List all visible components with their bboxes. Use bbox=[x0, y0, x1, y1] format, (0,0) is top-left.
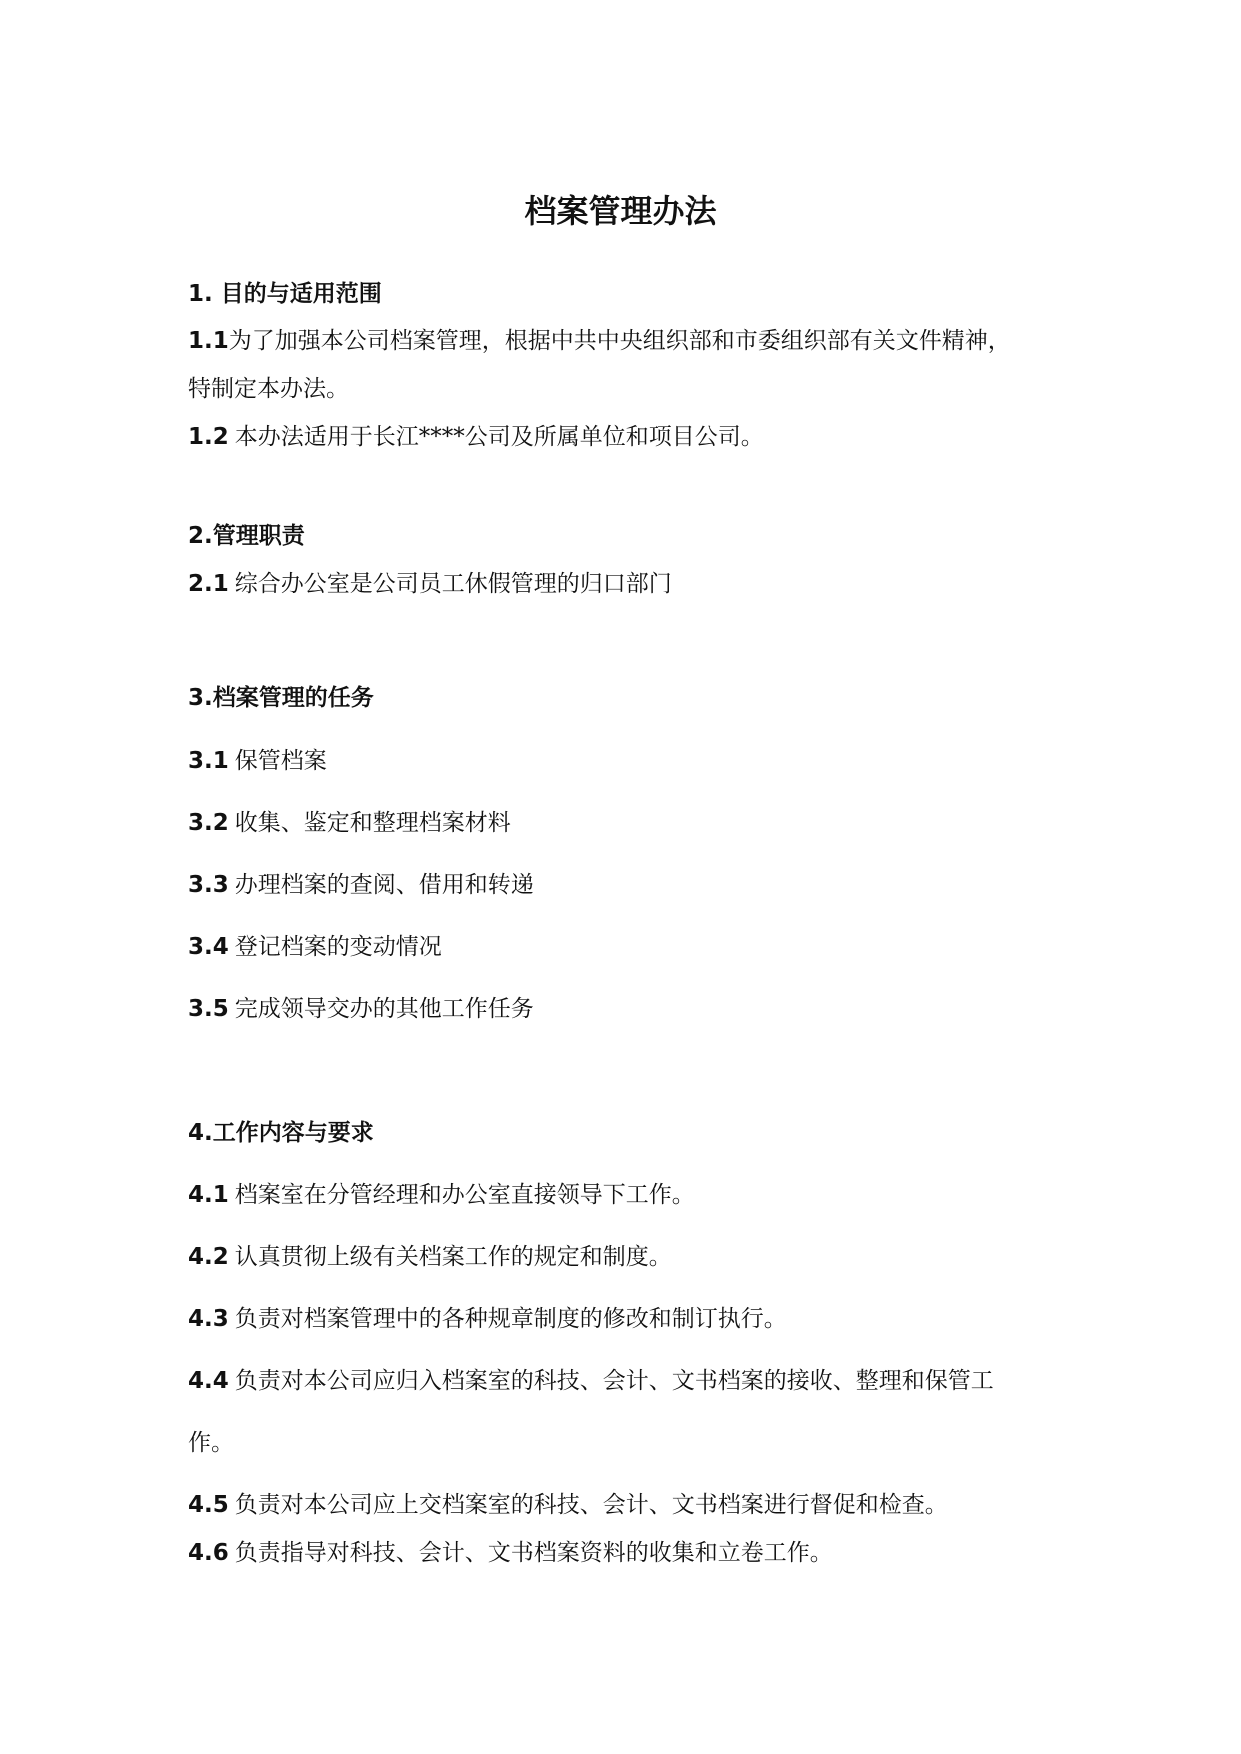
clause-4-5 bbox=[188, 1489, 948, 1521]
clause-number: 2.1 bbox=[188, 571, 229, 597]
clause-number: 4.3 bbox=[188, 1306, 229, 1332]
clause-3-1 bbox=[188, 745, 327, 777]
clause-text: 负责对档案管理中的各种规章制度的修改和制订执行。 bbox=[234, 1306, 787, 1332]
section-heading-3: 3.档案管理的任务 bbox=[188, 685, 374, 711]
clause-3-3 bbox=[188, 869, 534, 901]
clause-1-2 bbox=[188, 421, 764, 453]
clause-number: 1.2 bbox=[188, 424, 229, 450]
clause-number: 3.4 bbox=[188, 934, 229, 960]
clause-number: 4.5 bbox=[188, 1492, 229, 1518]
clause-3-4 bbox=[188, 931, 442, 963]
clause-text: 保管档案 bbox=[234, 748, 327, 774]
clause-1-1 bbox=[188, 325, 1011, 357]
clause-1-1-continuation: 特制定本办法。 bbox=[188, 376, 349, 402]
clause-3-2 bbox=[188, 807, 511, 839]
clause-number: 3.5 bbox=[188, 996, 229, 1022]
clause-number: 4.4 bbox=[188, 1368, 229, 1394]
clause-text: 收集、鉴定和整理档案材料 bbox=[234, 810, 511, 836]
clause-4-2 bbox=[188, 1241, 672, 1273]
section-heading-2: 2.管理职责 bbox=[188, 523, 305, 549]
clause-text: 负责指导对科技、会计、文书档案资料的收集和立卷工作。 bbox=[234, 1540, 833, 1566]
clause-4-1 bbox=[188, 1179, 695, 1211]
document-title: 档案管理办法 bbox=[524, 192, 717, 230]
clause-number: 3.1 bbox=[188, 748, 229, 774]
clause-text: 认真贯彻上级有关档案工作的规定和制度。 bbox=[234, 1244, 672, 1270]
section-heading-4: 4.工作内容与要求 bbox=[188, 1120, 374, 1146]
clause-number: 4.2 bbox=[188, 1244, 229, 1270]
clause-4-4 bbox=[188, 1365, 994, 1397]
clause-number: 4.6 bbox=[188, 1540, 229, 1566]
clause-text: 办理档案的查阅、借用和转递 bbox=[234, 872, 534, 898]
clause-text: 综合办公室是公司员工休假管理的归口部门 bbox=[234, 571, 672, 597]
clause-number: 3.2 bbox=[188, 810, 229, 836]
clause-text: 完成领导交办的其他工作任务 bbox=[234, 996, 534, 1022]
clause-text: 负责对本公司应归入档案室的科技、会计、文书档案的接收、整理和保管工 bbox=[234, 1368, 994, 1394]
clause-text: 登记档案的变动情况 bbox=[234, 934, 442, 960]
clause-4-3 bbox=[188, 1303, 787, 1335]
clause-3-5 bbox=[188, 993, 534, 1025]
clause-2-1 bbox=[188, 568, 672, 600]
clause-text: 为了加强本公司档案管理，根据中共中央组织部和市委组织部有关文件精神， bbox=[228, 328, 1011, 354]
clause-number: 3.3 bbox=[188, 872, 229, 898]
clause-4-6 bbox=[188, 1537, 833, 1569]
clause-text: 本办法适用于长江****公司及所属单位和项目公司。 bbox=[234, 424, 764, 450]
clause-text: 负责对本公司应上交档案室的科技、会计、文书档案进行督促和检查。 bbox=[234, 1492, 948, 1518]
clause-text: 档案室在分管经理和办公室直接领导下工作。 bbox=[234, 1182, 695, 1208]
clause-number: 1.1 bbox=[188, 328, 229, 354]
clause-4-4-continuation: 作。 bbox=[188, 1430, 234, 1456]
clause-number: 4.1 bbox=[188, 1182, 229, 1208]
section-heading-1: 1. 目的与适用范围 bbox=[188, 281, 382, 307]
